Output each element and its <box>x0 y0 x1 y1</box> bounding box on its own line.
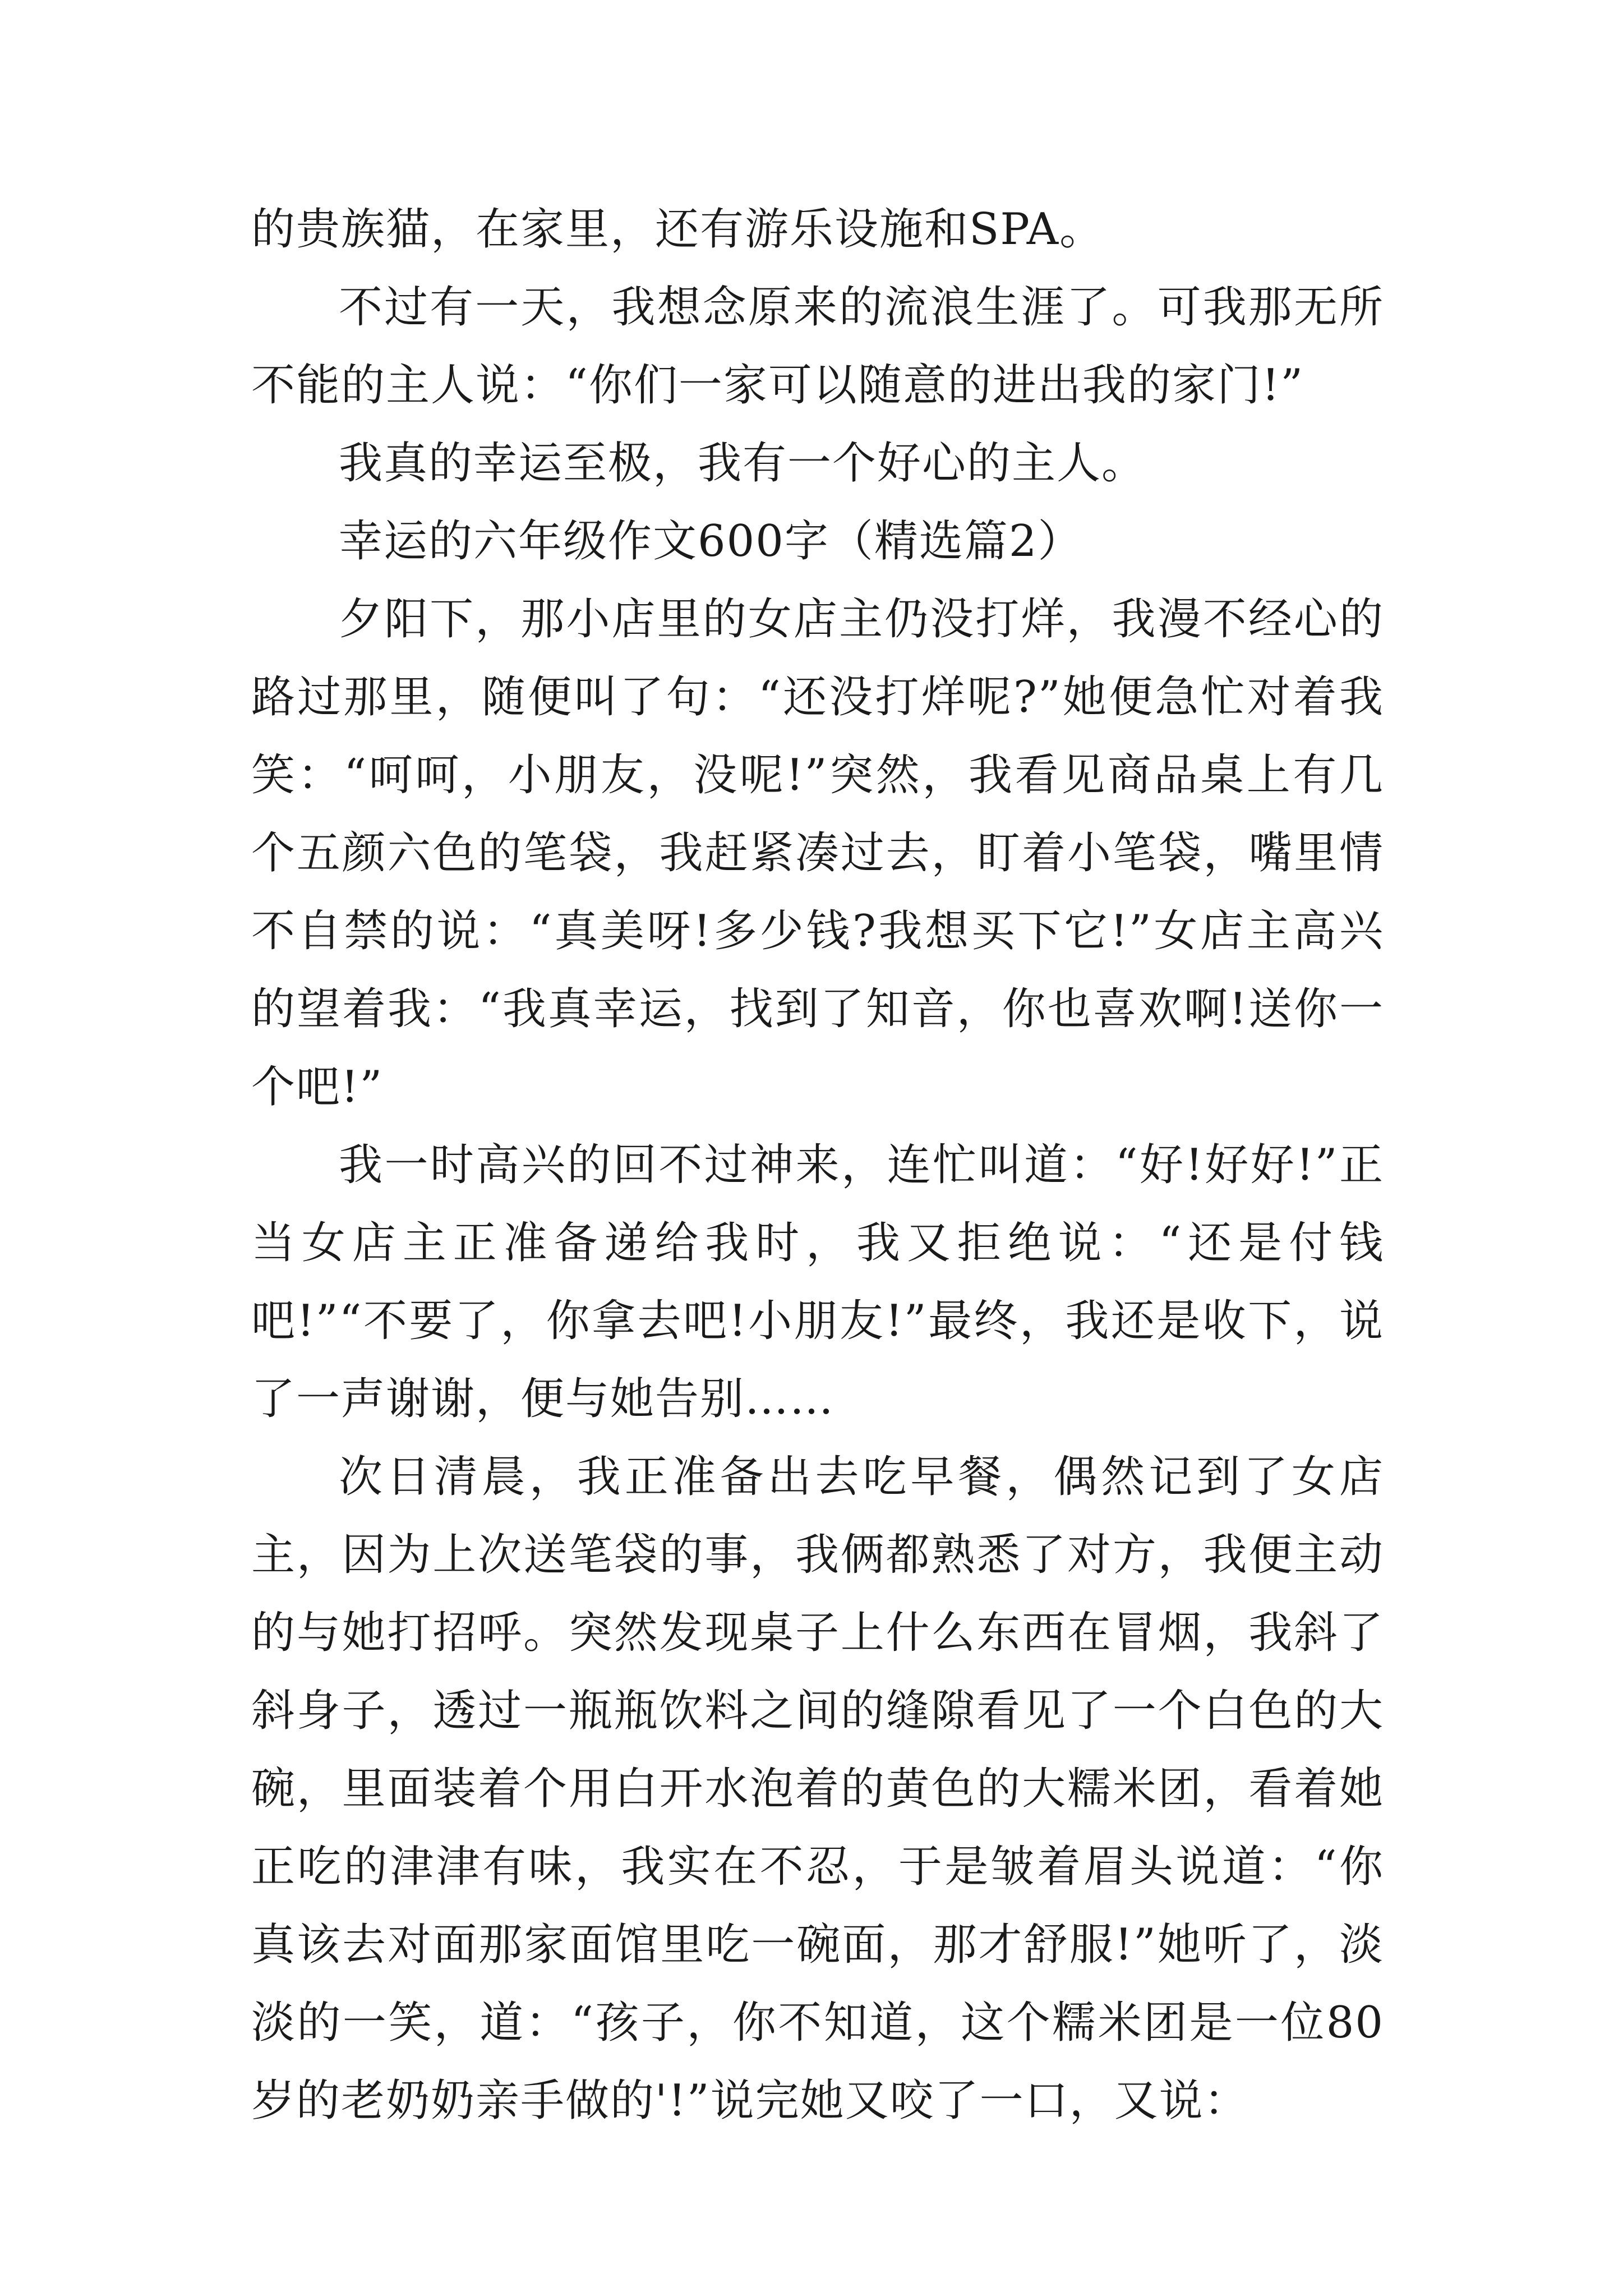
paragraph: 夕阳下，那小店里的女店主仍没打烊，我漫不经心的路过那里，随便叫了句：“还没打烊呢?”她便急忙对着我笑：“呵呵，小朋友，没呢!”突然，我看见商品桌上有几个五颜六色的笔袋，我赶紧凑过去，盯着小笔袋，嘴里情不自禁的说：“真美呀!多少钱?我想买下它!”女店主高兴的望着我：“我真幸运，找到了知音，你也喜欢啊!送你一个吧!” <box>251 594 1384 1112</box>
paragraph-continued: 的贵族猫，在家里，还有游乐设施和SPA。 <box>251 204 1105 255</box>
paragraph: 次日清晨，我正准备出去吃早餐，偶然记到了女店主，因为上次送笔袋的事，我俩都熟悉了对方，我便主动的与她打招呼。突然发现桌子上什么东西在冒烟，我斜了斜身子，透过一瓶瓶饮料之间的缝隙看见了一个白色的大碗，里面装着个用白开水泡着的黄色的大糯米团，看着她正吃的津津有味，我实在不忍，于是皱着眉头说道：“你真该去对面那家面馆里吃一碗面，那才舒服!”她听了，淡淡的一笑，道：“孩子，你不知道，这个糯米团是一位80岁的老奶奶亲手做的'!”说完她又咬了一口，又说： <box>251 1452 1384 2126</box>
document-body <box>251 191 1384 2140</box>
section-title: 幸运的六年级作文600字（精选篇2） <box>339 516 1083 567</box>
paragraph: 我真的幸运至极，我有一个好心的主人。 <box>339 438 1147 489</box>
paragraph: 我一时高兴的回不过神来，连忙叫道：“好!好好!”正当女店主正准备递给我时，我又拒绝说：“还是付钱吧!”“不要了，你拿去吧!小朋友!”最终，我还是收下，说了一声谢谢，便与她告别…… <box>251 1140 1384 1424</box>
paragraph: 不过有一天，我想念原来的流浪生涯了。可我那无所不能的主人说：“你们一家可以随意的进出我的家门!” <box>251 282 1384 411</box>
